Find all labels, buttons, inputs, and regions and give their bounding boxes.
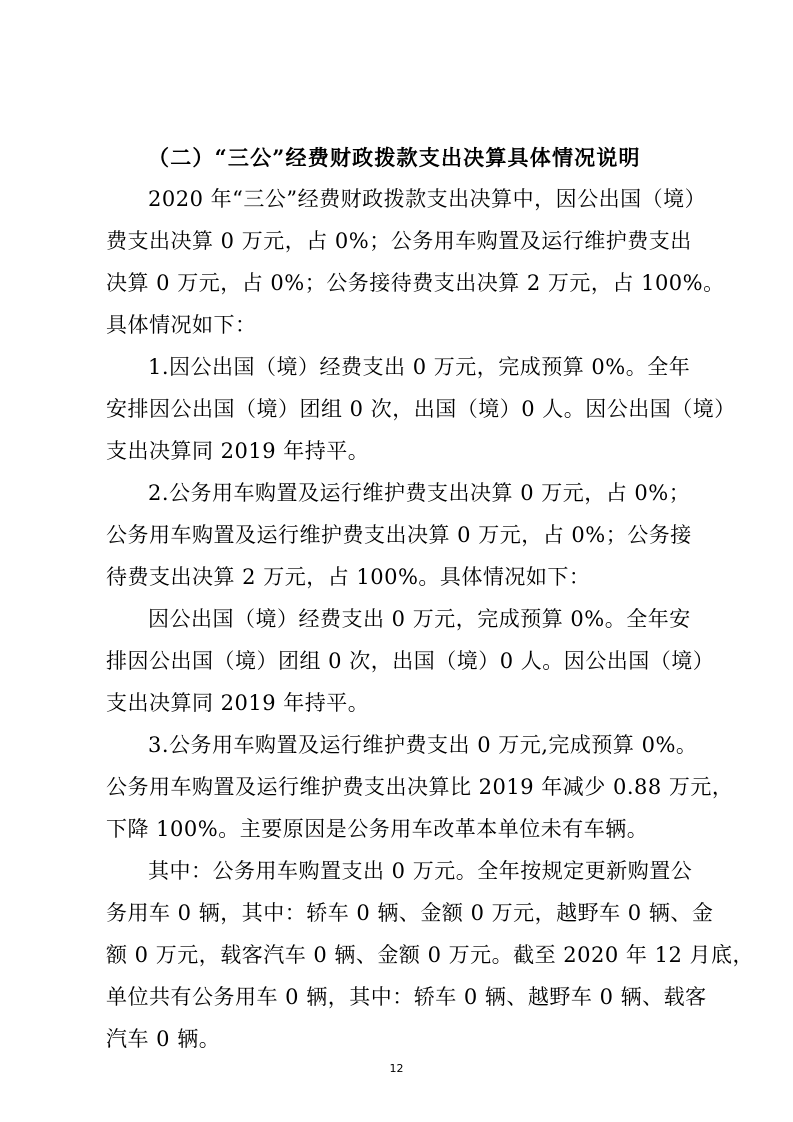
paragraph-line: 因公出国（境）经费支出 0 万元，完成预算 0%。全年安 (148, 607, 691, 631)
paragraph-line: 其中：公务用车购置支出 0 万元。全年按规定更新购置公 (148, 859, 693, 883)
paragraph-line: 费支出决算 0 万元，占 0%；公务用车购置及运行维护费支出 (106, 229, 692, 253)
paragraph-line: 支出决算同 2019 年持平。 (106, 691, 370, 715)
paragraph-line: 汽车 0 辆。 (106, 1027, 221, 1051)
paragraph-line: 具体情况如下： (106, 313, 257, 337)
paragraph-line: 下降 100%。主要原因是公务用车改革本单位未有车辆。 (106, 817, 649, 841)
paragraph-line: 公务用车购置及运行维护费支出决算比 2019 年减少 0.88 万元， (106, 775, 734, 799)
paragraph-line: 3.公务用车购置及运行维护费支出 0 万元,完成预算 0%。 (148, 733, 698, 757)
paragraph-line: 公务用车购置及运行维护费支出决算 0 万元，占 0%；公务接 (106, 523, 692, 547)
paragraph-line: 2.公务用车购置及运行维护费支出决算 0 万元，占 0%； (148, 481, 691, 505)
paragraph-line: 务用车 0 辆，其中：轿车 0 辆、金额 0 万元，越野车 0 辆、金 (106, 901, 714, 925)
paragraph-line: 支出决算同 2019 年持平。 (106, 439, 370, 463)
paragraph-line: 2020 年“三公”经费财政拨款支出决算中，因公出国（境） (148, 187, 707, 211)
section-heading: （二）“三公”经费财政拨款支出决算具体情况说明 (148, 145, 641, 170)
paragraph-line: 额 0 万元，载客汽车 0 辆、金额 0 万元。截至 2020 年 12 月底， (106, 943, 754, 967)
paragraph-line: 单位共有公务用车 0 辆，其中：轿车 0 辆、越野车 0 辆、载客 (106, 985, 707, 1009)
paragraph-line: 决算 0 万元，占 0%；公务接待费支出决算 2 万元，占 100%。 (106, 271, 725, 295)
paragraph-line: 1.因公出国（境）经费支出 0 万元，完成预算 0%。全年 (148, 355, 691, 379)
paragraph-line: 安排因公出国（境）团组 0 次，出国（境）0 人。因公出国（境） (106, 397, 736, 421)
paragraph-line: 待费支出决算 2 万元，占 100%。具体情况如下： (106, 565, 591, 589)
paragraph-line: 排因公出国（境）团组 0 次，出国（境）0 人。因公出国（境） (106, 649, 715, 673)
page-number: 12 (389, 1062, 404, 1075)
